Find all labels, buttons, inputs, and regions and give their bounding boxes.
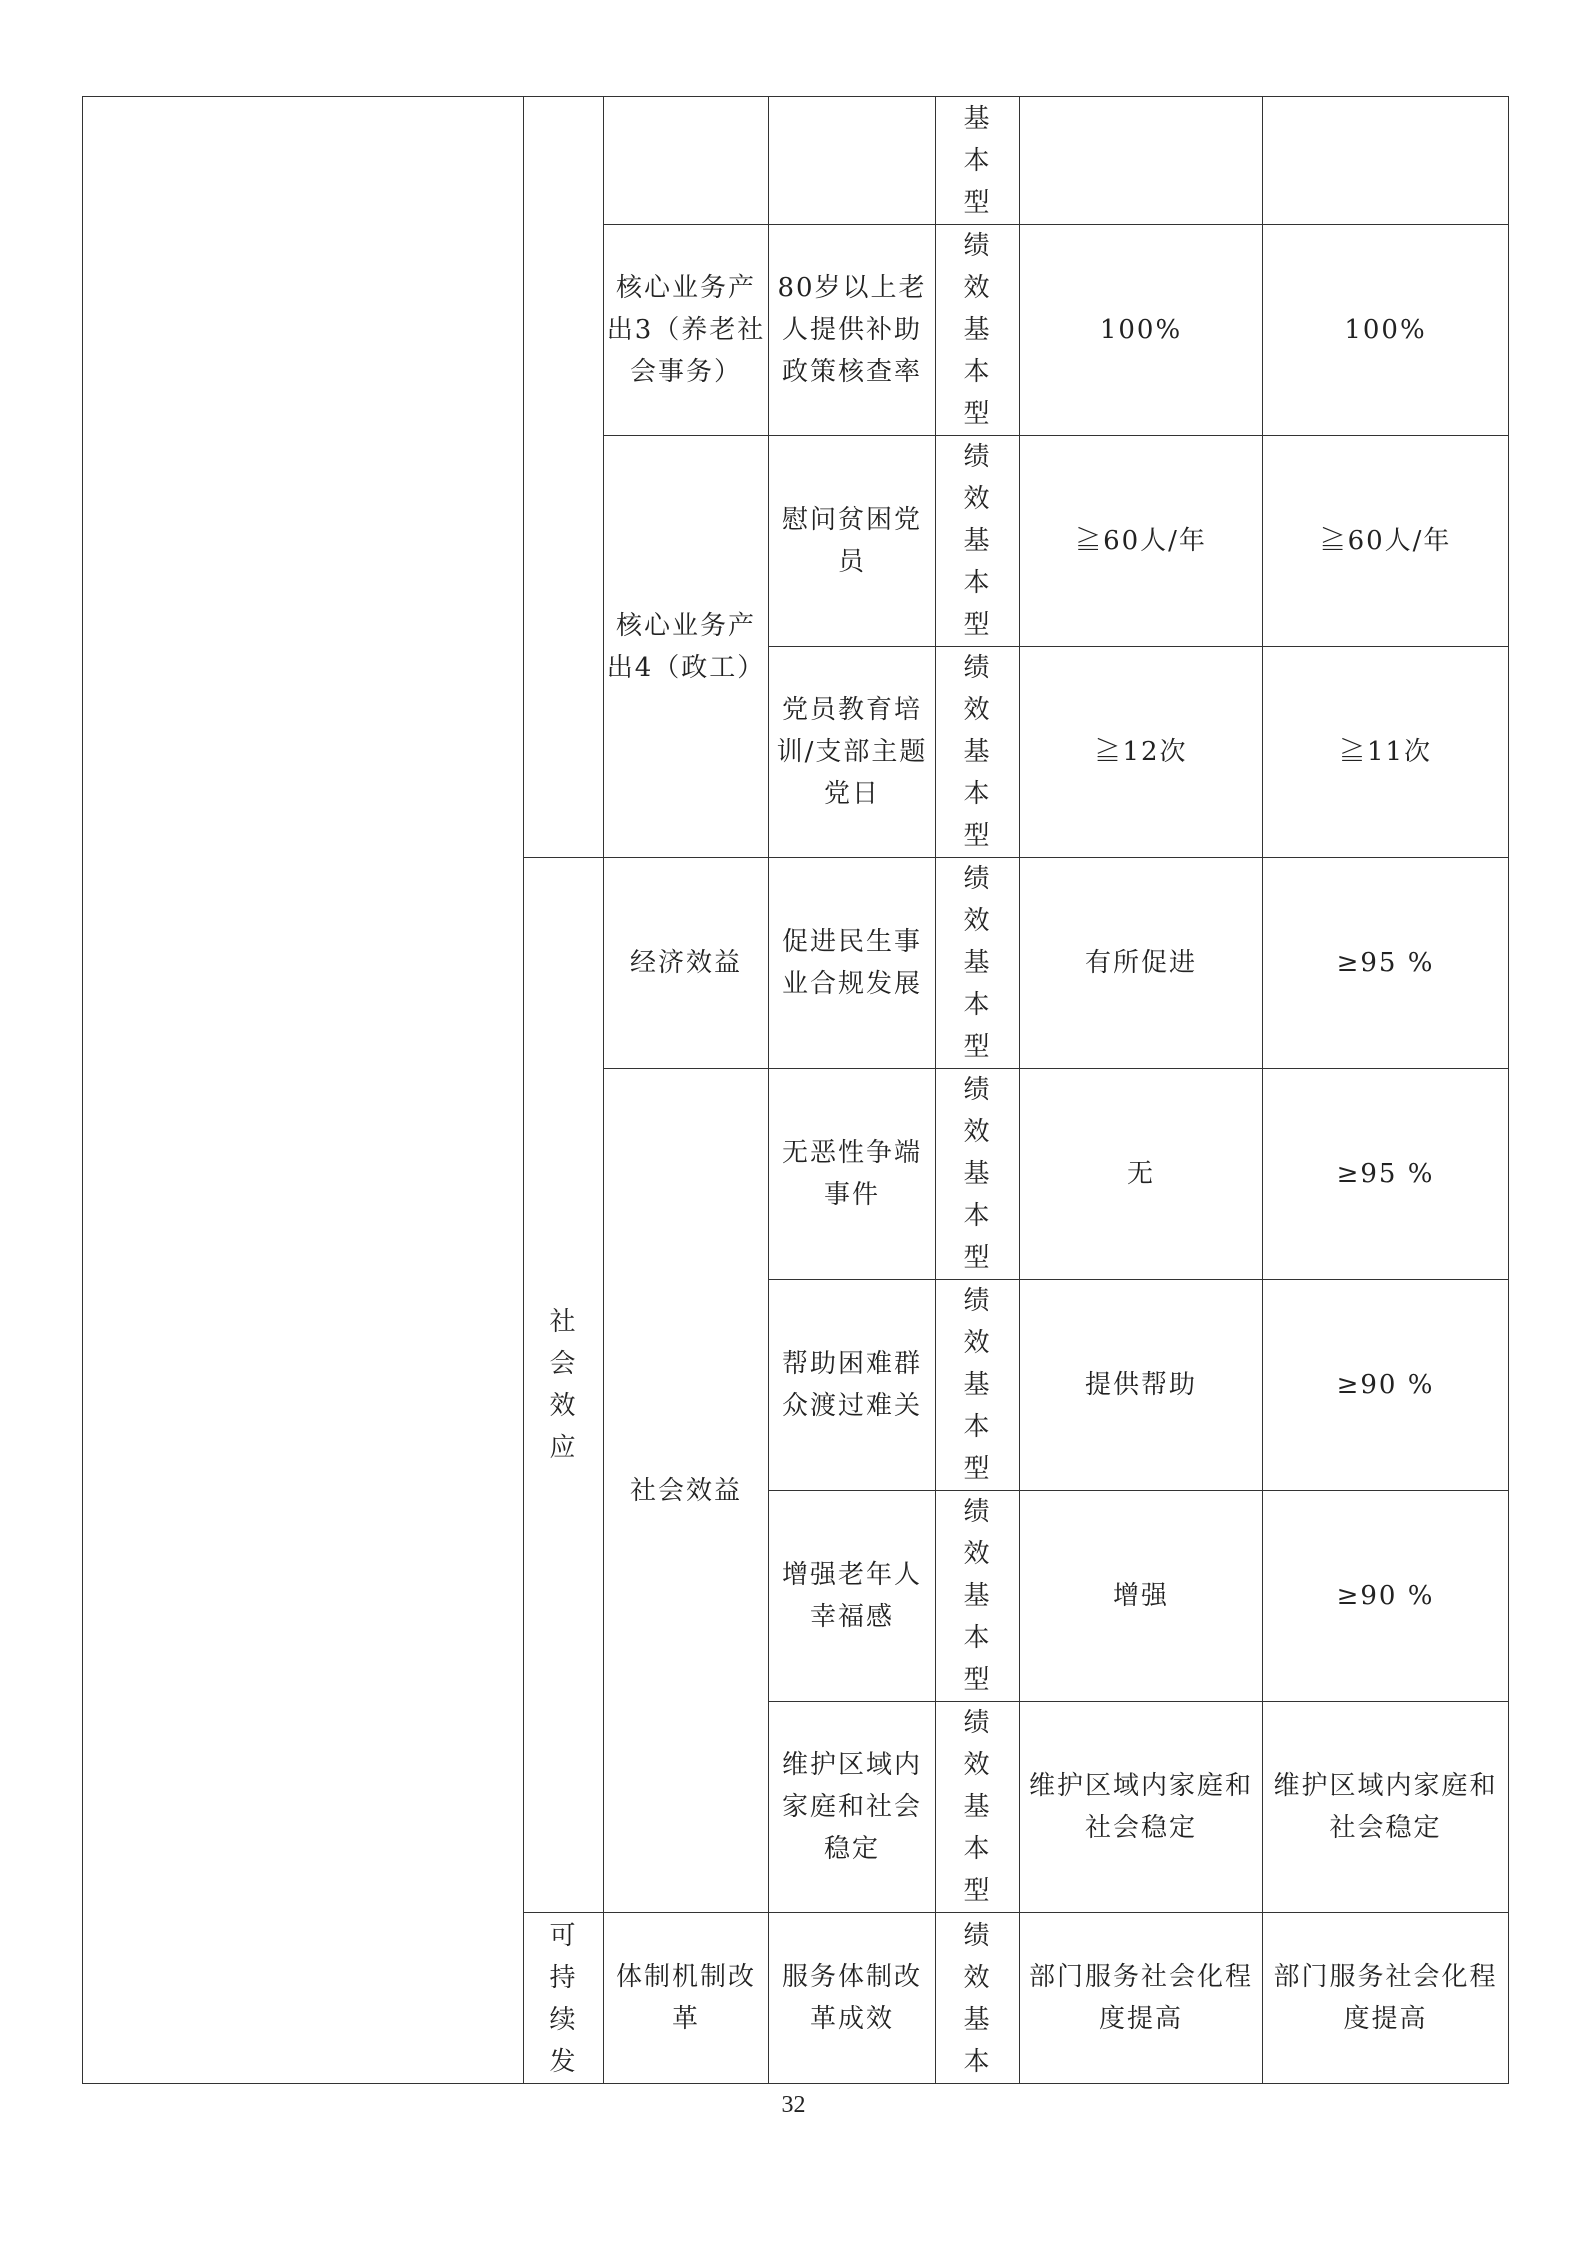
level2-indicator: 经济效益	[629, 948, 742, 978]
level1-indicator: 可持续发	[549, 1921, 578, 2077]
table-cell-level1	[524, 1913, 604, 2084]
table-cell-actual	[1263, 647, 1509, 858]
target-value: 提供帮助	[1084, 1370, 1197, 1400]
level2-indicator: 核心业务产出4（政工）	[606, 610, 766, 683]
target-value: 部门服务社会化程度提高	[1028, 1962, 1253, 2034]
table-cell-target	[1020, 1491, 1263, 1702]
indicator-name: 促进民生事业合规发展	[781, 927, 922, 999]
table-cell-indicator	[769, 1913, 936, 2084]
target-value: ≧12次	[1094, 737, 1188, 767]
target-value: 有所促进	[1084, 948, 1197, 978]
indicator-type: 绩效基本型	[963, 1075, 992, 1273]
performance-table	[82, 96, 1509, 2084]
table-cell-type	[936, 1913, 1020, 2084]
indicator-name: 帮助困难群众渡过难关	[781, 1349, 922, 1421]
target-value: 维护区域内家庭和社会稳定	[1028, 1771, 1253, 1843]
indicator-name: 无恶性争端事件	[781, 1138, 922, 1210]
indicator-type: 绩效基本型	[963, 1286, 992, 1484]
table-cell-actual	[1263, 97, 1509, 225]
table-cell-indicator	[769, 1280, 936, 1491]
table-cell-type	[936, 1702, 1020, 1913]
table-cell-level1	[524, 858, 604, 1913]
target-value: 100%	[1099, 315, 1183, 345]
table-cell-indicator	[769, 436, 936, 647]
table-cell-level2	[604, 1069, 769, 1913]
level2-indicator: 体制机制改革	[615, 1962, 756, 2034]
level2-indicator: 社会效益	[629, 1475, 742, 1506]
table-cell-target	[1020, 97, 1263, 225]
actual-value: 维护区域内家庭和社会稳定	[1273, 1771, 1498, 1843]
table-row	[83, 97, 1509, 225]
indicator-type: 绩效基本型	[963, 864, 992, 1062]
indicator-name: 党员教育培训/支部主题党日	[776, 695, 928, 809]
indicator-type: 绩效基本型	[963, 653, 992, 851]
actual-value: ≧60人/年	[1319, 526, 1452, 556]
indicator-type: 绩效基本	[963, 1921, 992, 2077]
indicator-type: 绩效基本型	[963, 231, 992, 429]
table-cell-level2	[604, 97, 769, 225]
table-cell-type	[936, 1280, 1020, 1491]
table-cell-target	[1020, 1069, 1263, 1280]
table-cell-indicator	[769, 1491, 936, 1702]
table-cell-indicator	[769, 1702, 936, 1913]
table-cell-type	[936, 97, 1020, 225]
table-cell-type	[936, 1069, 1020, 1280]
table-cell-actual	[1263, 225, 1509, 436]
table-cell-blank-first-column	[83, 97, 524, 2084]
table-cell-indicator	[769, 97, 936, 225]
table-cell-target	[1020, 647, 1263, 858]
indicator-name: 服务体制改革成效	[781, 1962, 922, 2034]
table-cell-type	[936, 1491, 1020, 1702]
indicator-type: 绩效基本型	[963, 442, 992, 640]
table-cell-target	[1020, 1913, 1263, 2084]
table-cell-level2	[604, 858, 769, 1069]
actual-value: ≥90 %	[1336, 1581, 1435, 1611]
table-cell-actual	[1263, 436, 1509, 647]
table-cell-type	[936, 436, 1020, 647]
level2-indicator: 核心业务产出3（养老社会事务）	[606, 273, 766, 387]
actual-value: ≥90 %	[1336, 1370, 1435, 1400]
table-cell-target	[1020, 436, 1263, 647]
target-value: 无	[1126, 1159, 1155, 1189]
target-value: ≧60人/年	[1075, 526, 1207, 556]
actual-value: ≧11次	[1338, 737, 1433, 767]
table-cell-level2	[604, 436, 769, 858]
table-cell-indicator	[769, 225, 936, 436]
indicator-type: 绩效基本型	[963, 1708, 992, 1906]
table-cell-target	[1020, 1280, 1263, 1491]
table-cell-indicator	[769, 1069, 936, 1280]
actual-value: ≥95 %	[1336, 1159, 1435, 1189]
table-cell-type	[936, 858, 1020, 1069]
target-value: 增强	[1112, 1581, 1169, 1611]
table-cell-indicator	[769, 647, 936, 858]
table-cell-target	[1020, 858, 1263, 1069]
actual-value: 100%	[1344, 315, 1427, 345]
indicator-type: 绩效基本型	[963, 1497, 992, 1695]
indicator-name: 80岁以上老人提供补助政策核查率	[777, 273, 927, 387]
indicator-name: 增强老年人幸福感	[781, 1560, 922, 1632]
indicator-name: 维护区域内家庭和社会稳定	[781, 1750, 922, 1864]
indicator-type: 基本型	[963, 103, 992, 218]
table-cell-type	[936, 647, 1020, 858]
table-cell-actual	[1263, 1913, 1509, 2084]
table-cell-level1-output	[524, 97, 604, 858]
actual-value: 部门服务社会化程度提高	[1273, 1962, 1498, 2034]
table-cell-actual	[1263, 1702, 1509, 1913]
page-number: 32	[781, 2092, 806, 2118]
level1-indicator: 社会效应	[549, 1307, 578, 1463]
actual-value: ≥95 %	[1336, 948, 1435, 978]
table-cell-target	[1020, 1702, 1263, 1913]
indicator-name: 慰问贫困党员	[781, 505, 922, 577]
table-cell-target	[1020, 225, 1263, 436]
table-cell-level2	[604, 225, 769, 436]
table-cell-type	[936, 225, 1020, 436]
table-cell-actual	[1263, 858, 1509, 1069]
table-cell-actual	[1263, 1280, 1509, 1491]
table-cell-actual	[1263, 1069, 1509, 1280]
table-cell-level2	[604, 1913, 769, 2084]
table-cell-actual	[1263, 1491, 1509, 1702]
table-cell-indicator	[769, 858, 936, 1069]
